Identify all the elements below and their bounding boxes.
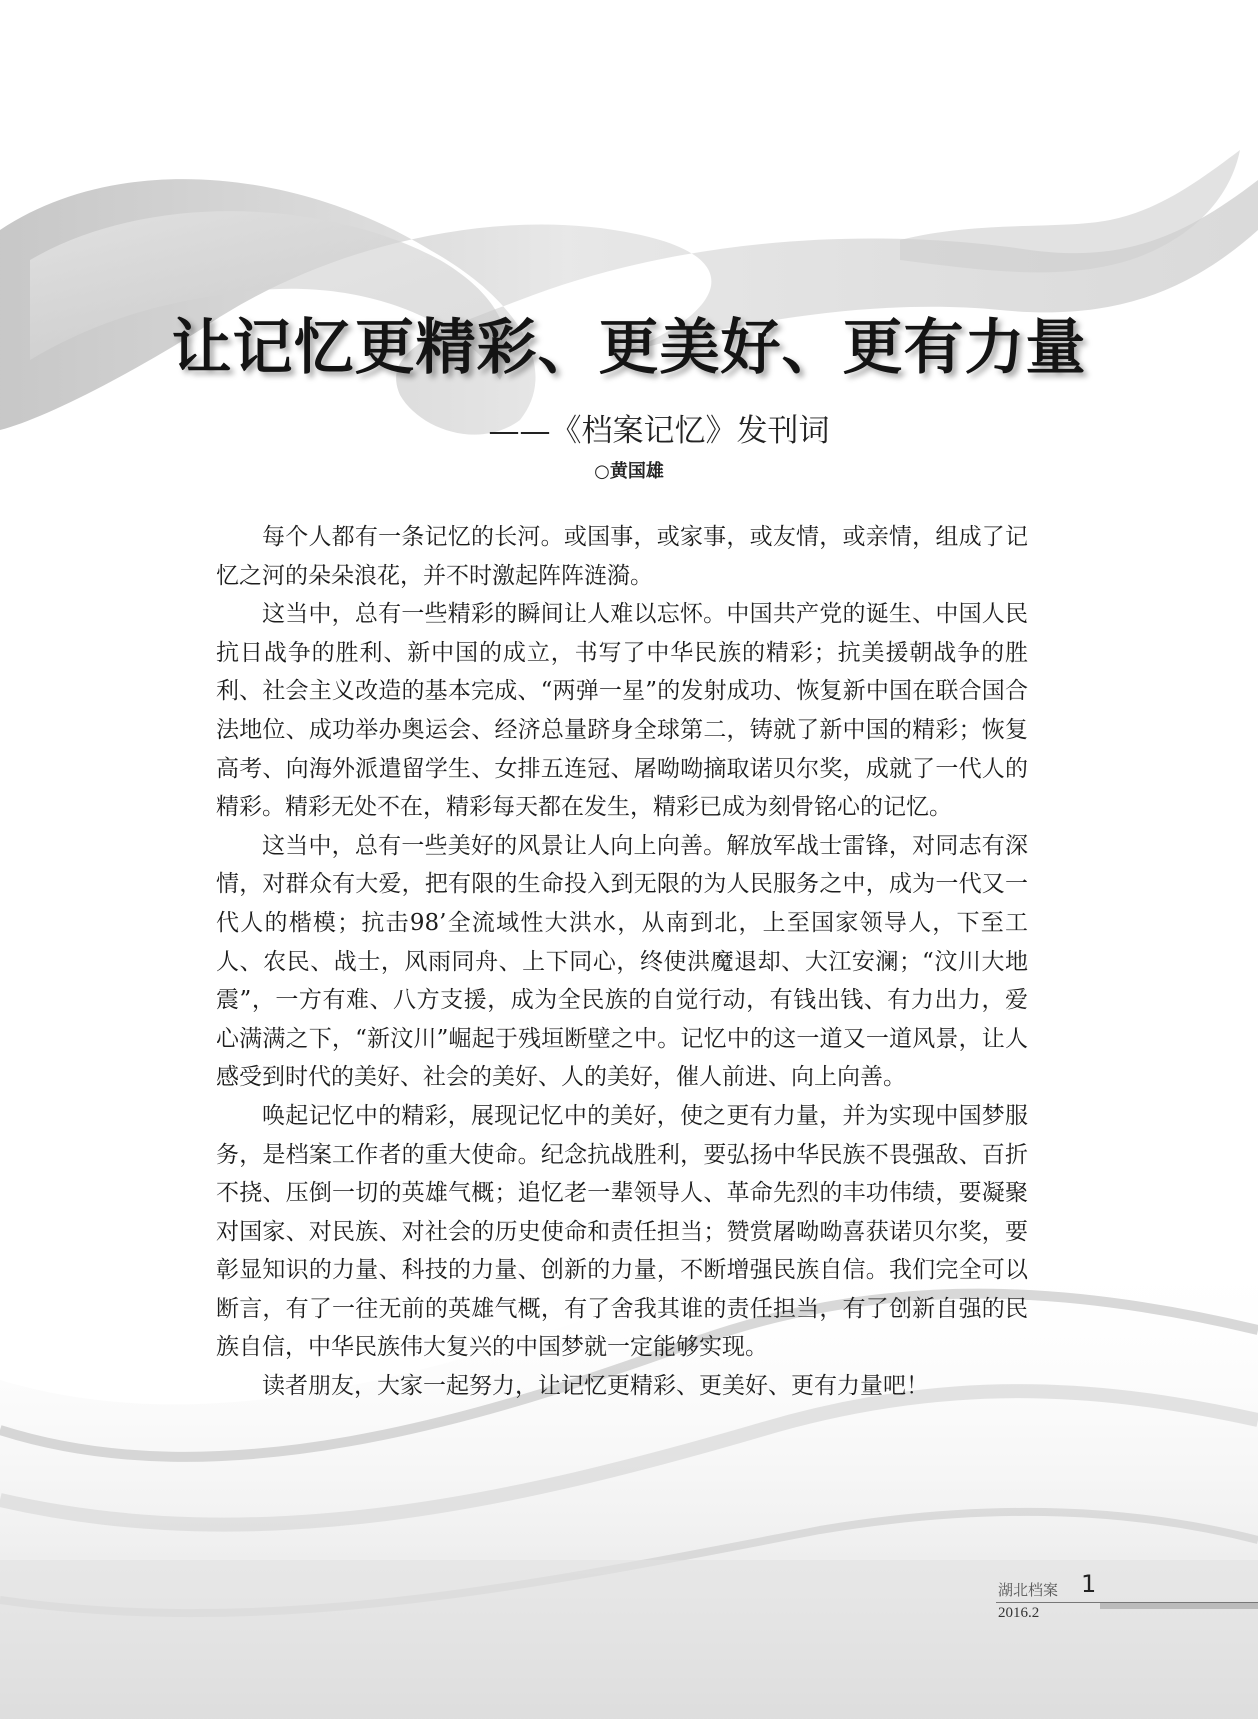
paragraph-3: 这当中，总有一些美好的风景让人向上向善。解放军战士雷锋，对同志有深情，对群众有大爱，把有限的生命投入到无限的为人民服务之中，成为一代又一代人的楷模；抗击98’全流域性大洪水，从南到北，上至国家领导人，下至工人、农民、战士，风雨同舟、上下同心，终使洪魔退却、大江安澜；“汶川大地震”，一方有难、八方支援，成为全民族的自觉行动，有钱出钱、有力出力，爱心满满之下，“新汶川”崛起于残垣断壁之中。记忆中的这一道又一道风景，让人感受到时代的美好、社会的美好、人的美好，催人前进、向上向善。	[216, 832, 1028, 1091]
paragraph-1: 每个人都有一条记忆的长河。或国事，或家事，或友情，或亲情，组成了记忆之河的朵朵浪花，并不时激起阵阵涟漪。	[216, 524, 1028, 589]
article-body	[216, 518, 1028, 1406]
article-author: ○黄国雄	[594, 461, 664, 482]
footer-journal-name: 湖北档案	[998, 1581, 1059, 1599]
footer-issue: 2016.2	[998, 1605, 1040, 1621]
paragraph-2: 这当中，总有一些精彩的瞬间让人难以忘怀。中国共产党的诞生、中国人民抗日战争的胜利、新中国的成立，书写了中华民族的精彩；抗美援朝战争的胜利、社会主义改造的基本完成、“两弹一星”的发射成功、恢复新中国在联合国合法地位、成功举办奥运会、经济总量跻身全球第二，铸就了新中国的精彩；恢复高考、向海外派遣留学生、女排五连冠、屠呦呦摘取诺贝尔奖，成就了一代人的精彩。精彩无处不在，精彩每天都在发生，精彩已成为刻骨铭心的记忆。	[216, 601, 1028, 821]
footer-page-number: 1	[1081, 1570, 1097, 1598]
article-title: 让记忆更精彩、更美好、更有力量	[171, 313, 1087, 383]
paragraph-4: 唤起记忆中的精彩，展现记忆中的美好，使之更有力量，并为实现中国梦服务，是档案工作者的重大使命。纪念抗战胜利，要弘扬中华民族不畏强敌、百折不挠、压倒一切的英雄气概；追忆老一辈领导人、革命先烈的丰功伟绩，要凝聚对国家、对民族、对社会的历史使命和责任担当；赞赏屠呦呦喜获诺贝尔奖，要彰显知识的力量、科技的力量、创新的力量，不断增强民族自信。我们完全可以断言，有了一往无前的英雄气概，有了舍我其谁的责任担当，有了创新自强的民族自信，中华民族伟大复兴的中国梦就一定能够实现。	[216, 1102, 1028, 1361]
article-subtitle: ——《档案记忆》发刊词	[488, 413, 830, 449]
paragraph-5: 读者朋友，大家一起努力，让记忆更精彩、更美好、更有力量吧！	[262, 1373, 929, 1400]
bottom-shade	[0, 1560, 1258, 1719]
footer-bar	[1100, 1603, 1258, 1609]
